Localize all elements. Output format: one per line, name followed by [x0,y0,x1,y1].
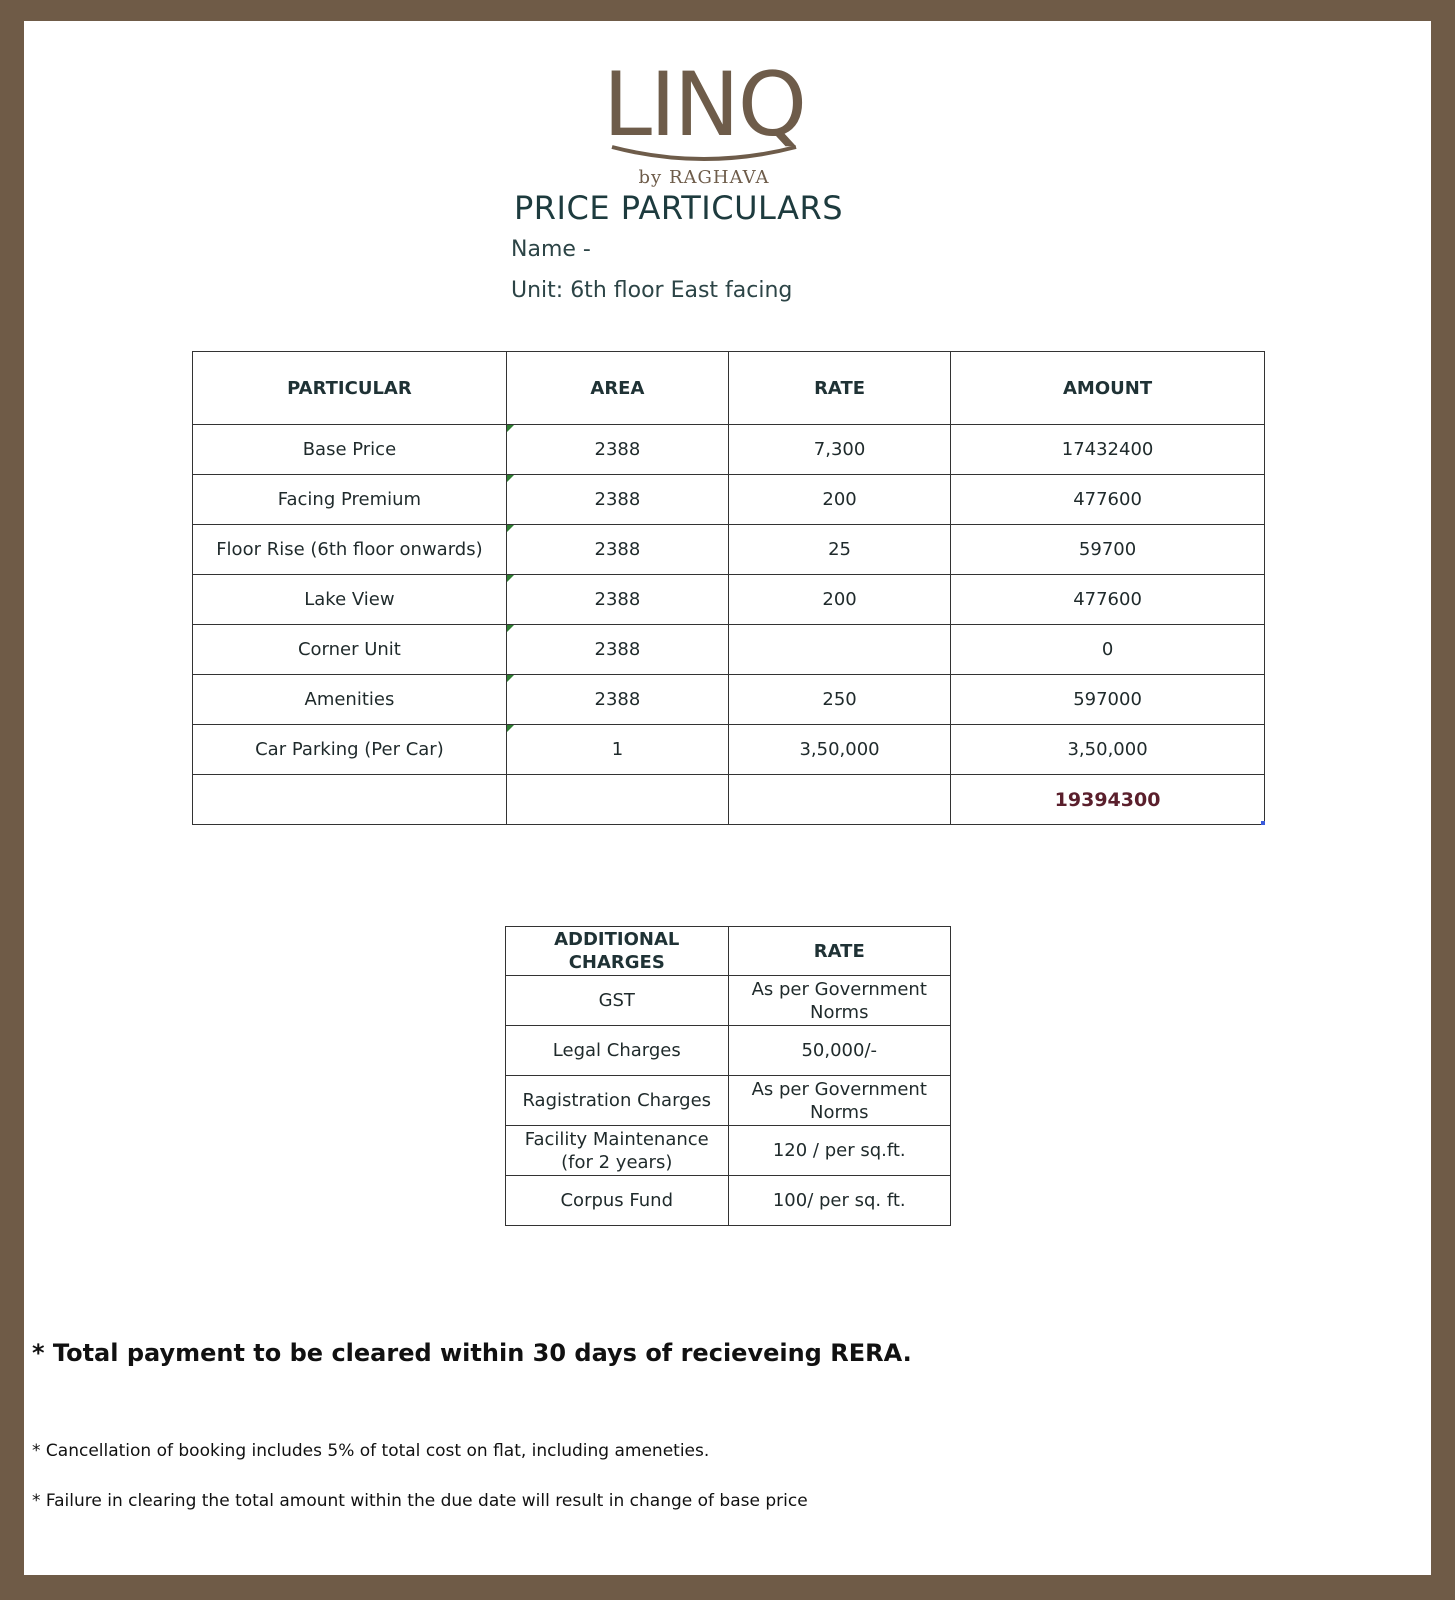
total-row [193,775,1265,825]
particular-cell: Lake View [193,575,507,625]
table-row [506,1076,951,1126]
table-row [506,976,951,1026]
column-header-rate: RATE [728,352,950,425]
amount-cell: 59700 [951,525,1265,575]
charge-cell: Legal Charges [506,1026,729,1076]
column-header-amount: AMOUNT [951,352,1265,425]
rate-cell: As per Government Norms [728,1076,951,1126]
logo-subtitle: by RAGHAVA [638,167,770,188]
area-cell: 2388 [506,425,728,475]
area-cell: 2388 [506,575,728,625]
amount-cell: 17432400 [951,425,1265,475]
amount-cell: 477600 [951,575,1265,625]
amount-cell: 0 [951,625,1265,675]
additional-charges-table [505,926,951,1226]
rate-cell: As per Government Norms [728,976,951,1026]
amount-cell: 477600 [951,475,1265,525]
table-row [193,425,1265,475]
table-row [193,675,1265,725]
empty-cell [506,775,728,825]
page-title: PRICE PARTICULARS [514,189,843,227]
table-row [506,1026,951,1076]
particular-cell: Facing Premium [193,475,507,525]
rate-cell: 7,300 [728,425,950,475]
rate-cell: 200 [728,575,950,625]
particular-cell: Base Price [193,425,507,475]
particular-cell: Amenities [193,675,507,725]
column-header-area: AREA [506,352,728,425]
table-row [193,725,1265,775]
rate-cell [728,625,950,675]
table-row [506,1126,951,1176]
area-cell: 2388 [506,675,728,725]
particular-cell: Floor Rise (6th floor onwards) [193,525,507,575]
rate-cell: 250 [728,675,950,725]
rate-cell: 200 [728,475,950,525]
charge-cell: GST [506,976,729,1026]
charge-cell: Ragistration Charges [506,1076,729,1126]
table-row [193,475,1265,525]
area-cell: 2388 [506,525,728,575]
table-row [506,1176,951,1226]
area-cell: 2388 [506,625,728,675]
payment-note: * Total payment to be cleared within 30 days of recieveing RERA. [32,1339,912,1367]
rate-cell: 120 / per sq.ft. [728,1126,951,1176]
table-row [193,625,1265,675]
price-particulars-table [192,351,1265,825]
table-header-row [506,927,951,976]
rate-cell: 3,50,000 [728,725,950,775]
column-header-additional-charges: ADDITIONAL CHARGES [506,927,729,976]
cancellation-note: * Cancellation of booking includes 5% of total cost on flat, including ameneties. [32,1441,710,1461]
table-header-row [193,352,1265,425]
table-row [193,525,1265,575]
linq-logo [584,43,824,193]
particular-cell: Car Parking (Per Car) [193,725,507,775]
particular-cell: Corner Unit [193,625,507,675]
failure-note: * Failure in clearing the total amount within the due date will result in change of base price [32,1491,808,1511]
charge-cell: Corpus Fund [506,1176,729,1226]
area-cell: 1 [506,725,728,775]
rate-cell: 50,000/- [728,1026,951,1076]
document-page [24,21,1431,1575]
column-header-rate: RATE [728,927,951,976]
table-row [193,575,1265,625]
logo-wordmark: LINQ [602,53,806,156]
empty-cell [728,775,950,825]
charge-cell: Facility Maintenance (for 2 years) [506,1126,729,1176]
rate-cell: 25 [728,525,950,575]
area-cell: 2388 [506,475,728,525]
amount-cell: 3,50,000 [951,725,1265,775]
empty-cell [193,775,507,825]
unit-description: Unit: 6th floor East facing [511,278,793,303]
column-header-particular: PARTICULAR [193,352,507,425]
customer-name: Name - [511,237,591,262]
total-amount: 19394300 [951,775,1265,825]
rate-cell: 100/ per sq. ft. [728,1176,951,1226]
amount-cell: 597000 [951,675,1265,725]
